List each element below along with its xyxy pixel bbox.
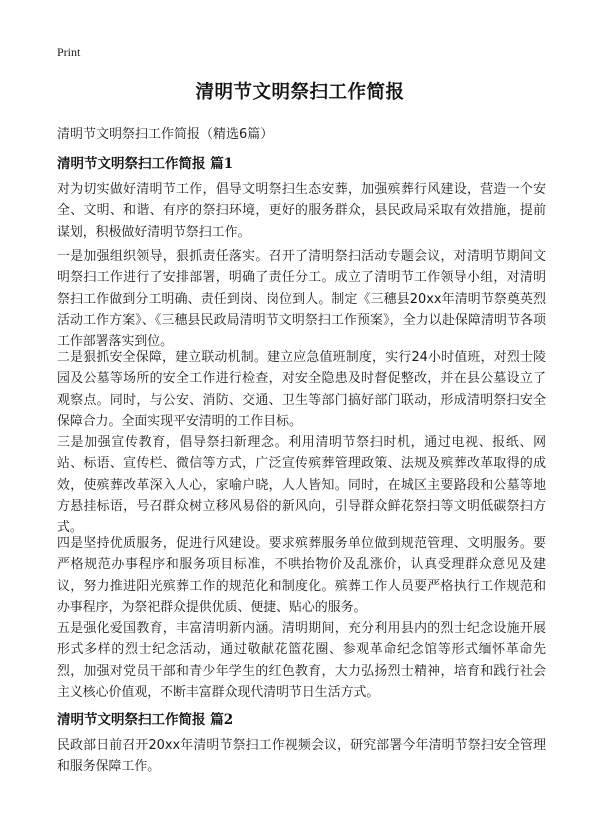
paragraph-service: 四是坚持优质服务，促进行风建设。要求殡葬服务单位做到规范管理、文明服务。要严格规范办事程序和服务项目标准，不哄抬物价及乱涨价，认真受理群众意见及建议，努力推进阳光殡葬工作的规范化和制度化。殡葬工作人员要严格执行工作规范和办事程序，为祭祀群众提供优质、便捷、贴心的服务。: [57, 536, 546, 615]
section-heading-1: 清明节文明祭扫工作简报 篇1: [57, 156, 234, 172]
document-subtitle: 清明节文明祭扫工作简报（精选6篇）: [57, 127, 274, 142]
paragraph-safety: 二是狠抓安全保障，建立联动机制。建立应急值班制度，实行24小时值班，对烈士陵园及公墓等场所的安全工作进行检查，对安全隐患及时督促整改，并在县公墓设立了观察点。同时，与公安、消防、交通、卫生等部门搞好部门联动，形成清明祭扫安全保障合力。全面实现平安清明的工作目标。: [57, 350, 546, 429]
paragraph-patriotic: 五是强化爱国教育，丰富清明新内涵。清明期间，充分利用县内的烈士纪念设施开展形式多样的烈士纪念活动，通过敬献花篮花圈、参观革命纪念馆等形式缅怀革命先烈，加强对党员干部和青少年学生的红色教育，大力弘扬烈士精神，培育和践行社会主义核心价值观，不断丰富群众现代清明节日生活方式。: [57, 621, 546, 700]
print-link[interactable]: Print: [57, 45, 81, 59]
paragraph-ministry-meeting: 民政部日前召开20xx年清明节祭扫工作视频会议，研究部署今年清明节祭扫安全管理和服务保障工作。: [57, 738, 546, 775]
paragraph-organization: 一是加强组织领导，狠抓责任落实。召开了清明祭扫活动专题会议，对清明节期间文明祭扫工作进行了安排部署，明确了责任分工。成立了清明节工作领导小组，对清明祭扫工作做到分工明确、责任到岗、岗位到人。制定《三穗县20xx年清明节祭奠英烈活动工作方案》、《三穗县民政局清明节文明祭扫工作预案》，全力以赴保障清明节各项工作部署落实到位。: [57, 249, 546, 350]
paragraph-publicity: 三是加强宣传教育，倡导祭扫新理念。利用清明节祭扫时机，通过电视、报纸、网站、标语、宣传栏、微信等方式，广泛宣传殡葬管理政策、法规及殡葬改革取得的成效，使殡葬改革深入人心，家喻户晓，人人皆知。同时，在城区主要路段和公墓等地方悬挂标语，号召群众树立移风易俗的新风向，引导群众鲜花祭扫等文明低碳祭扫方式。: [57, 435, 546, 536]
page-title: 清明节文明祭扫工作简报: [195, 82, 405, 103]
section-heading-2: 清明节文明祭扫工作简报 篇2: [57, 712, 234, 728]
paragraph-intro: 对为切实做好清明节工作，倡导文明祭扫生态安葬，加强殡葬行风建设，营造一个安全、文明、和谐、有序的祭扫环境，更好的服务群众，县民政局采取有效措施，提前谋划，积极做好清明节祭扫工作。: [57, 182, 546, 240]
